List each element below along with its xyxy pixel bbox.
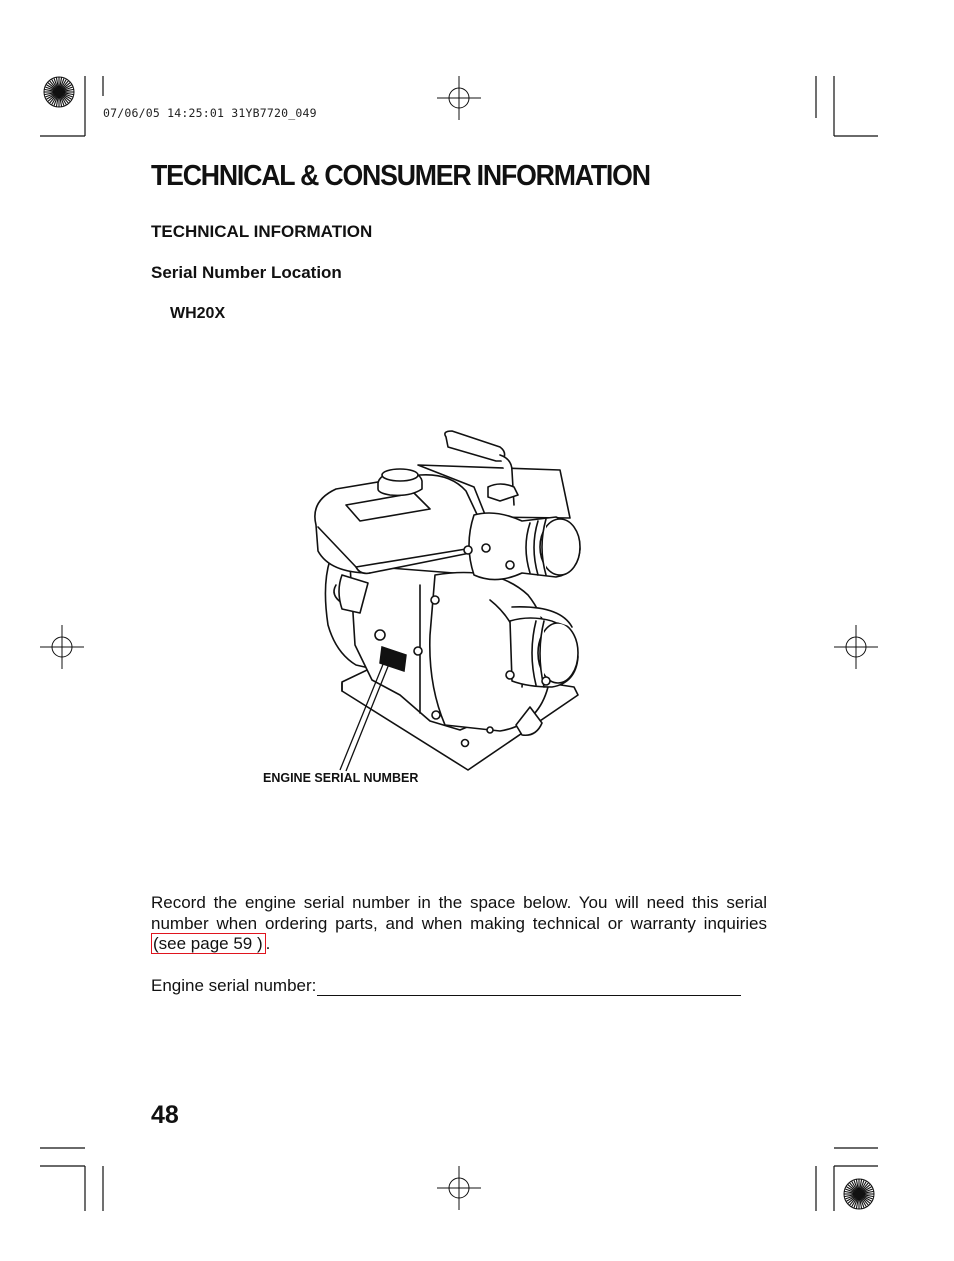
water-pump-illustration <box>260 425 600 785</box>
section-heading: TECHNICAL INFORMATION <box>151 222 373 241</box>
print-timestamp: 07/06/05 14:25:01 31YB7720_049 <box>103 106 317 120</box>
engine-serial-number-callout: ENGINE SERIAL NUMBER <box>263 771 419 785</box>
serial-number-label: Engine serial number: <box>151 976 317 995</box>
registration-sunburst-icon <box>44 77 74 107</box>
subsection-heading: Serial Number Location <box>151 263 342 282</box>
serial-number-blank-line <box>317 977 741 996</box>
see-page-59-link[interactable]: (see page 59 ) <box>151 933 266 954</box>
page-title: TECHNICAL & CONSUMER INFORMATION <box>151 160 650 192</box>
body-paragraph <box>151 893 767 955</box>
body-text: Record the engine serial number in the space below. You will need this serial number when ordering parts, and when making technical or warranty inquiries <box>151 893 767 933</box>
registration-sunburst-icon <box>844 1179 874 1209</box>
model-label: WH20X <box>170 305 226 322</box>
serial-number-field-row <box>151 976 741 996</box>
body-text-end: . <box>265 934 271 953</box>
page-number: 48 <box>151 1101 179 1129</box>
